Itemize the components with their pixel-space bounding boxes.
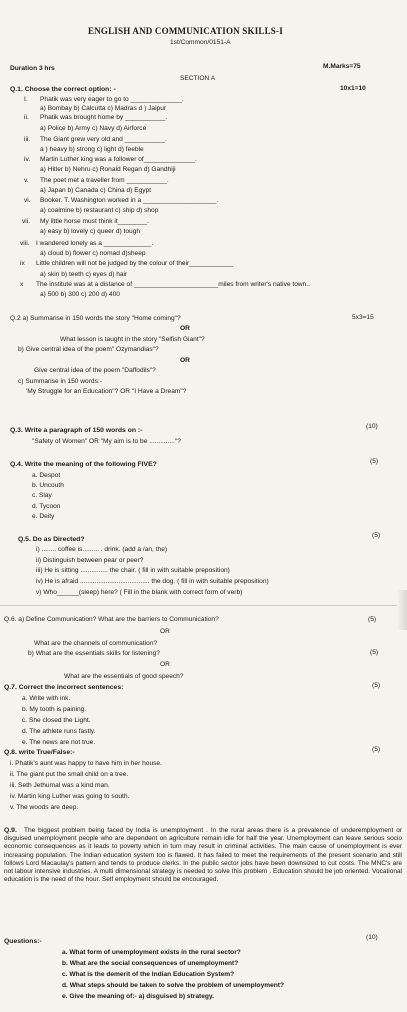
- page-curl-shadow: [397, 590, 407, 630]
- q1-num: v.: [24, 177, 29, 184]
- q9-passage: The biggest problem being faced by India is unemployment . In the rural areas there is a prevalence of underemployment or disguised unemployment people who are dependent on agriculture remain idle for half the year. Unemployment can leave serious socio economic consequences as it leads to poverty which in turn may result in criminal activities. The main cause of unemployment is ever increasing population. The Indian education system too is flawed. It has failed to meet the requirements of the present scenario and still follows Lord Macaulay's pattern and tends to produce clerks. In the public sector jobs have been downsized to cut costs. The MNC's are not labour intensive industries. A multi dimensional strategy is needed to solve this problem . Education should be job oriented. Vocational education is the need of the hour. Self employment should be encouraged.: [4, 827, 402, 884]
- q4-word: a. Despot: [32, 472, 61, 479]
- q9-label: Q.9.: [4, 827, 17, 834]
- q1-num: ix: [20, 260, 25, 267]
- q9-question: c. What is the demerit of the Indian Education System?: [62, 971, 235, 978]
- q8-statement: v. The woods are deep.: [10, 804, 79, 811]
- q1-question: Phatik was brought home by ___________.: [40, 114, 168, 121]
- paper-code: 1st/Common/0151-A: [170, 39, 231, 46]
- q4-marks: (5): [370, 458, 379, 465]
- q1-marks: 10x1=10: [340, 85, 366, 92]
- section-heading: SECTION A: [180, 75, 216, 82]
- q5-item: v) Who______(sleep) here? ( Fill in the blank with correct form of verb): [36, 589, 243, 596]
- q9-questions-label: Questions:-: [4, 938, 42, 945]
- q4-word: c. Slay: [32, 492, 52, 499]
- q1-question: My little horse must think it________.: [40, 218, 149, 225]
- q7-sentence: c. She closed the Light.: [22, 717, 91, 724]
- or-divider: OR: [160, 661, 170, 668]
- q1-options: a) 500 b) 300 c) 200 d) 400: [40, 291, 120, 298]
- or-divider: OR: [180, 325, 190, 332]
- q1-num: I.: [24, 96, 28, 103]
- q6-marks: (5): [368, 616, 377, 623]
- q6-marks: (5): [370, 649, 379, 656]
- q2-heading: Q.2 a) Summarise in 150 words the story "Home coming"?: [10, 315, 181, 322]
- q1-question: Booker. T. Washington worked in a ____________________.: [40, 197, 219, 204]
- q9-question: d. What steps should be taken to solve the problem of unemployment?: [62, 982, 285, 989]
- q1-num: iii.: [24, 136, 31, 143]
- q6-line: b) What are the essentials skills for listening?: [28, 650, 160, 657]
- q9-question: e. Give the meaning of:- a) disguised b) strategy.: [62, 993, 214, 1000]
- or-divider: OR: [180, 357, 190, 364]
- q4-heading: Q.4. Write the meaning of the following FIVE?: [10, 461, 157, 468]
- q1-question: Little children will not be judged by the colour of their____________: [36, 260, 234, 267]
- q1-question: The Giant grew very old and ___________.: [40, 136, 167, 143]
- q3-topics: "Safety of Women" OR "My aim is to be .............."?: [32, 438, 181, 445]
- q1-options: a) skin b) teeth c) eyes d) hair: [40, 271, 128, 278]
- q1-options: a) Bombay b) Calcutta c) Madras d ) Jaipur: [40, 105, 167, 112]
- max-marks: M.Marks=75: [323, 63, 361, 70]
- q9-question: b. What are the social consequences of unemployment?: [62, 960, 239, 967]
- q8-statement: i. Phatik's aunt was happy to have him in her house.: [10, 760, 162, 767]
- q1-options: a) Police b) Army c) Navy d) Airforce: [40, 125, 147, 132]
- q7-sentence: a. Write with ink.: [22, 695, 71, 702]
- q1-options: a) easy b) lovely c) queer d) tough: [40, 228, 141, 235]
- q8-statement: ii. The giant put the small child on a tree.: [10, 771, 129, 778]
- q1-options: a) coalmine b) restaurant c) ship d) shop: [40, 207, 159, 214]
- q5-item: iv) He is afraid ...................................... the dog. ( fill in with suitable preposition): [36, 578, 269, 585]
- q9-marks: (10): [366, 934, 378, 941]
- q5-item: iii) He is sitting ............... the chair. ( fill in with suitable preposition): [36, 567, 230, 574]
- q2-marks: 5x3=15: [352, 314, 374, 321]
- q1-question: Martin Luther king was a follower of______________.: [40, 156, 197, 163]
- q1-question: The institute was at a distance of _______________________miles from writer's native town..: [36, 281, 310, 288]
- q3-heading: Q.3. Write a paragraph of 150 words on :-: [10, 427, 143, 434]
- or-divider: OR: [160, 628, 170, 635]
- q2-line: Give central idea of the poem "Daffodils"?: [34, 367, 156, 374]
- q1-num: vii.: [22, 218, 31, 225]
- duration: Duration 3 hrs: [10, 65, 55, 72]
- q8-heading: Q.8. write True/False:-: [4, 749, 75, 756]
- q5-item: ii) Distinguish between pear or peer?: [36, 557, 144, 564]
- q4-word: b. Uncouth: [32, 482, 64, 489]
- q7-marks: (5): [372, 682, 381, 689]
- q1-num: vi.: [24, 197, 31, 204]
- q7-sentence: e. The news are not true.: [22, 739, 96, 746]
- q2-line: What lesson is taught in the story "Selfish Giant"?: [60, 336, 205, 343]
- q7-sentence: d. The athlete runs fastly.: [22, 728, 96, 735]
- q7-sentence: b. My tooth is paining.: [22, 706, 87, 713]
- q6-line: What are the channels of communication?: [34, 640, 158, 647]
- page-fold-divider: [0, 605, 407, 606]
- q1-options: a) cloud b) flower c) nomad d)sheep: [40, 250, 146, 257]
- q1-question: The poet met a traveller from ___________.: [40, 177, 169, 184]
- q2-line: 'My Struggle for an Education"? OR "I Have a Dream"?: [26, 388, 187, 395]
- q5-heading: Q.5. Do as Directed?: [18, 536, 85, 543]
- q7-heading: Q.7. Correct the incorrect sentences:: [4, 684, 124, 691]
- paper-title: ENGLISH AND COMMUNICATION SKILLS-I: [88, 26, 283, 36]
- q3-marks: (10): [366, 423, 378, 430]
- q5-marks: (5): [372, 532, 381, 539]
- q1-heading: Q.1. Choose the correct option: -: [10, 86, 116, 93]
- q2-line: c) Summarise in 150 words:-: [18, 378, 102, 385]
- q8-marks: (5): [372, 746, 381, 753]
- q6-heading: Q.6. a) Define Communication? What are the barriers to Communication?: [4, 616, 219, 623]
- q5-item: i) ........ coffee is......... . drink. (add a /an, the): [36, 546, 168, 553]
- q1-question: Phatik was very eager to go to ______________.: [40, 96, 184, 103]
- q2-line: b) Give central idea of the poem" Ozymandias"?: [18, 346, 159, 353]
- q4-word: e. Deity: [32, 513, 55, 520]
- q1-num: x: [20, 281, 24, 288]
- q1-num: iv.: [24, 156, 31, 163]
- q4-word: d. Tycoon: [32, 503, 61, 510]
- q1-options: a) Japan b) Canada c) China d) Egypt: [40, 187, 152, 194]
- q1-options: a) Hitler b) Nehru c) Ronald Regan d) Gandhiji: [40, 166, 176, 173]
- q8-statement: iv. Martin king Luther was going to south.: [10, 793, 130, 800]
- q8-statement: iii. Seth Jethumal was a kind man.: [10, 782, 110, 789]
- q6-line: What are the essentials of good speech?: [64, 673, 184, 680]
- q1-options: a ) heavy b) strong c) light d) feeble: [40, 146, 144, 153]
- q9-question: a. What form of unemployment exists in the rural sector?: [62, 949, 241, 956]
- q1-num: ii.: [24, 114, 29, 121]
- q1-num: viii.: [20, 240, 30, 247]
- q1-question: I wandered lonely as a _____________.: [36, 240, 154, 247]
